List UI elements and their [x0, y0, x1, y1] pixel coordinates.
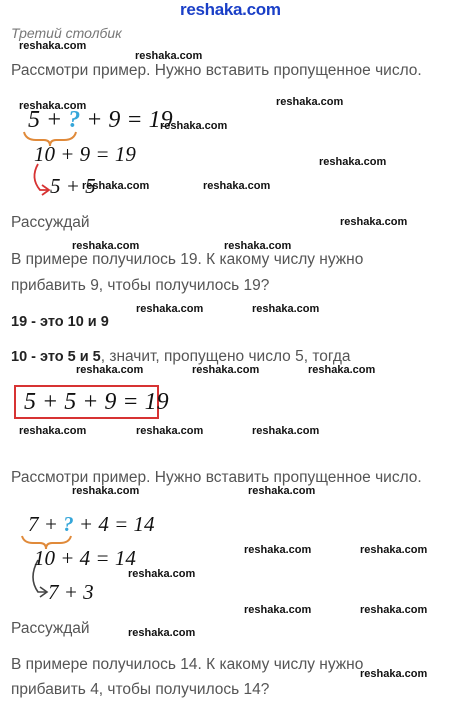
example2-reason-line1: В примере получилось 14. К какому числу нужно: [11, 656, 364, 673]
watermark: reshaka.com: [128, 568, 196, 580]
example1-reason-label: Рассуждай: [11, 214, 90, 231]
example2-equation1: [28, 512, 155, 537]
watermark: reshaka.com: [76, 364, 144, 376]
watermark: reshaka.com: [340, 216, 408, 228]
watermark: reshaka.com: [308, 364, 376, 376]
watermark: reshaka.com: [319, 156, 387, 168]
example1-prompt: Рассмотри пример. Нужно вставить пропущенное число.: [11, 62, 422, 79]
example2-prompt: Рассмотри пример. Нужно вставить пропущенное число.: [11, 469, 422, 486]
example2-reason-label: Рассуждай: [11, 620, 90, 637]
watermark: reshaka.com: [192, 364, 260, 376]
equation-part: + 4 = 14: [78, 512, 155, 536]
equation-part: 5 +: [28, 107, 63, 133]
watermark: reshaka.com: [82, 180, 150, 192]
conclusion-text: , значит, пропущено число 5, тогда: [100, 348, 351, 365]
watermark: reshaka.com: [136, 425, 204, 437]
watermark: reshaka.com: [136, 303, 204, 315]
watermark: reshaka.com: [72, 240, 140, 252]
example1-conclusion: [11, 348, 351, 366]
watermark: reshaka.com: [244, 604, 312, 616]
missing-number: ?: [63, 512, 74, 536]
watermark: reshaka.com: [252, 425, 320, 437]
missing-number: ?: [68, 107, 81, 133]
watermark: reshaka.com: [160, 120, 228, 132]
example2-equation3: 7 + 3: [48, 580, 94, 604]
watermark: reshaka.com: [135, 50, 203, 62]
example1-reason-line2: прибавить 9, чтобы получилось 19?: [11, 277, 270, 294]
split-arrow-icon: [34, 164, 48, 190]
watermark: reshaka.com: [19, 40, 87, 52]
equation-part: + 9 = 19: [86, 107, 173, 133]
watermark: reshaka.com: [128, 627, 196, 639]
example1-equation2: 10 + 9 = 19: [34, 142, 136, 166]
watermark: reshaka.com: [244, 544, 312, 556]
equation-part: 7 +: [28, 512, 58, 536]
watermark: reshaka.com: [360, 544, 428, 556]
example1-reason-line1: В примере получилось 19. К какому числу нужно: [11, 251, 364, 268]
watermark: reshaka.com: [248, 485, 316, 497]
example1-equation1: [28, 107, 173, 134]
watermark: reshaka.com: [224, 240, 292, 252]
watermark: reshaka.com: [360, 668, 428, 680]
watermark: reshaka.com: [72, 485, 140, 497]
example1-equation3: 5 + 5: [50, 174, 96, 198]
site-title[interactable]: reshaka.com: [180, 0, 281, 19]
bold-fact2: 10 - это 5 и 5: [11, 349, 101, 365]
section-title: Третий столбик: [11, 25, 122, 41]
answer-box: [14, 385, 169, 419]
watermark: reshaka.com: [276, 96, 344, 108]
example1-bold-fact1: 19 - это 10 и 9: [11, 314, 109, 330]
watermark: reshaka.com: [19, 425, 87, 437]
answer-equation: 5 + 5 + 9 = 19: [24, 389, 169, 415]
watermark: reshaka.com: [203, 180, 271, 192]
example2-equation2: 10 + 4 = 14: [34, 546, 136, 570]
watermark: reshaka.com: [360, 604, 428, 616]
example2-reason-line2: прибавить 4, чтобы получилось 14?: [11, 681, 270, 698]
watermark: reshaka.com: [19, 100, 87, 112]
watermark: reshaka.com: [252, 303, 320, 315]
